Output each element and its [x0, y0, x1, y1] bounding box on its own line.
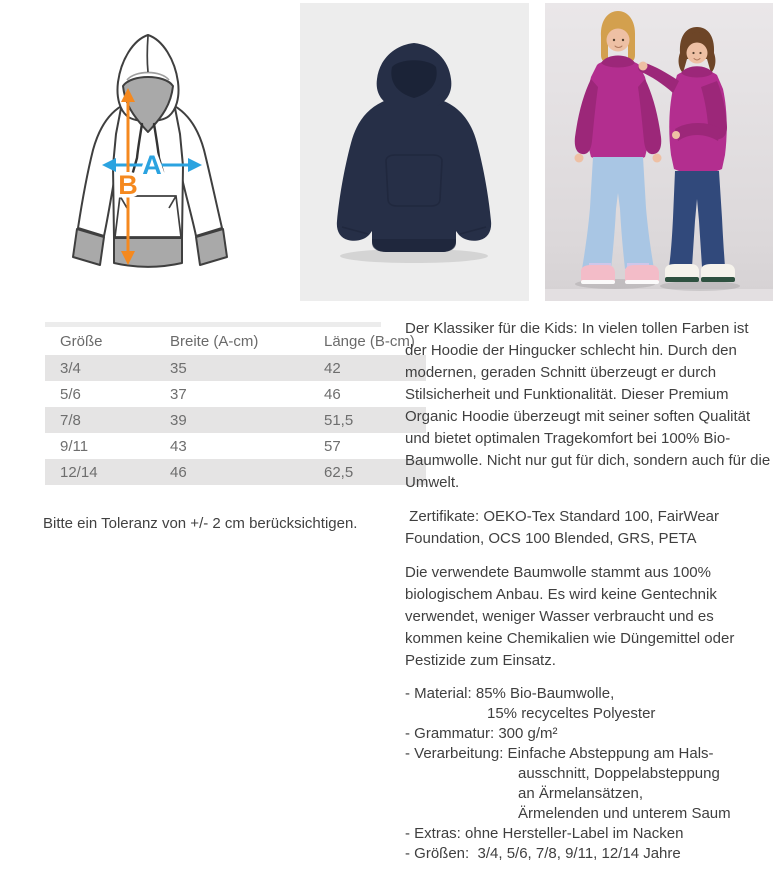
spec-line: - Material: 85% Bio-Baumwolle, [405, 685, 615, 702]
description-paragraph: Die verwendete Baumwolle stammt aus 100% biologischem Anbau. Es wird keine Gentechnik verwendet, weniger Wasser verbraucht und es kommen keine Chemikalien wie Düngemittel oder Pestizide zum Einsatz. [405, 564, 739, 669]
size-table-header-row [45, 327, 426, 355]
boy-hand [672, 131, 680, 139]
table-row [45, 355, 426, 381]
spec-line: 15% recyceltes Polyester [487, 705, 656, 722]
size-table-header-cell: Breite (A-cm) [170, 332, 259, 350]
description-paragraphs [405, 318, 773, 672]
table-cell: 9/11 [60, 437, 89, 455]
size-measurement-diagram[interactable] [57, 16, 253, 288]
boy-shoe-left [665, 264, 699, 278]
spec-line: an Ärmelansätzen, [518, 785, 644, 802]
boy-eye-right [699, 52, 701, 54]
floor-shadow-right [660, 281, 740, 291]
size-table [45, 327, 426, 485]
spec-line: - Größen: 3/4, 5/6, 7/8, 9/11, 12/14 Jahre [405, 845, 681, 862]
table-cell: 62,5 [324, 463, 354, 481]
table-cell: 3/4 [60, 359, 81, 377]
girl-eye-right [622, 39, 624, 41]
table-cell: 51,5 [324, 411, 354, 429]
size-table-body [45, 355, 426, 485]
spec-line: ausschnitt, Doppelabsteppung [518, 765, 720, 782]
width-label: A [142, 150, 162, 180]
spec-line: - Verarbeitung: Einfache Absteppung am Hals- [405, 745, 714, 762]
navy-hoodie-image [300, 3, 529, 301]
size-table-header-cell: Größe [60, 332, 103, 350]
table-row [45, 407, 426, 433]
table-row [45, 381, 426, 407]
boy-eye-left [692, 52, 694, 54]
girl-shoe-sole-right [625, 280, 659, 284]
table-cell: 5/6 [60, 385, 81, 403]
table-cell: 12/14 [60, 463, 98, 481]
length-label: B [118, 170, 138, 200]
spec-list [405, 684, 773, 864]
floor-strip [545, 289, 773, 301]
product-photo-navy-hoodie[interactable] [300, 3, 529, 301]
table-cell: 43 [170, 437, 187, 455]
description-paragraph: Zertifikate: OEKO-Tex Standard 100, FairWear Foundation, OCS 100 Blended, GRS, PETA [405, 508, 724, 547]
girl-face [607, 29, 630, 52]
spec-line: - Grammatur: 300 g/m² [405, 725, 558, 742]
spec-line: - Extras: ohne Hersteller-Label im Nacken [405, 825, 684, 842]
table-cell: 35 [170, 359, 187, 377]
description-paragraph: Der Klassiker für die Kids: In vielen tollen Farben ist der Hoodie der Hingucker schlecht hin. Durch den modernen, geraden Schnitt überzeugt er durch Stilsicherheit und Funktionalität. Dieser Premium Organic Hoodie überzeugt mit seiner soften Qualität und bietet optimalen Tragekomfort bei 100% Bio-Baumwolle. Nicht nur gut für dich, sondern auch für die Umwelt. [405, 320, 775, 491]
tolerance-note: Bitte ein Toleranz von +/- 2 cm berücksichtigen. [43, 515, 358, 532]
table-row [45, 433, 426, 459]
table-cell: 42 [324, 359, 341, 377]
hem-rib [372, 239, 456, 252]
hoodie-line-drawing [57, 16, 253, 288]
table-cell: 7/8 [60, 411, 81, 429]
table-cell: 46 [170, 463, 187, 481]
models-photo-kids[interactable] [545, 3, 773, 301]
table-cell: 46 [324, 385, 341, 403]
size-table-head [45, 327, 426, 355]
girl-hoodie [586, 60, 649, 162]
hood-center-seam [147, 36, 148, 72]
girl-shoe-sole-left [581, 280, 615, 284]
table-cell: 39 [170, 411, 187, 429]
boy-shoe-sole-left [665, 277, 699, 282]
girl-eye-left [613, 39, 615, 41]
table-row [45, 459, 426, 485]
table-cell: 37 [170, 385, 187, 403]
size-table-header-cell: Länge (B-cm) [324, 332, 415, 350]
product-description [405, 318, 773, 864]
girl-hand-left [575, 154, 584, 163]
kids-models-image [545, 3, 773, 301]
boy-shoe-right [701, 264, 735, 278]
boy-shoe-sole-right [701, 277, 735, 282]
table-cell: 57 [324, 437, 341, 455]
girl-hand-right [653, 154, 662, 163]
spec-line: Ärmelenden und unterem Saum [518, 805, 731, 822]
boy-hand-on-shoulder [639, 62, 648, 71]
